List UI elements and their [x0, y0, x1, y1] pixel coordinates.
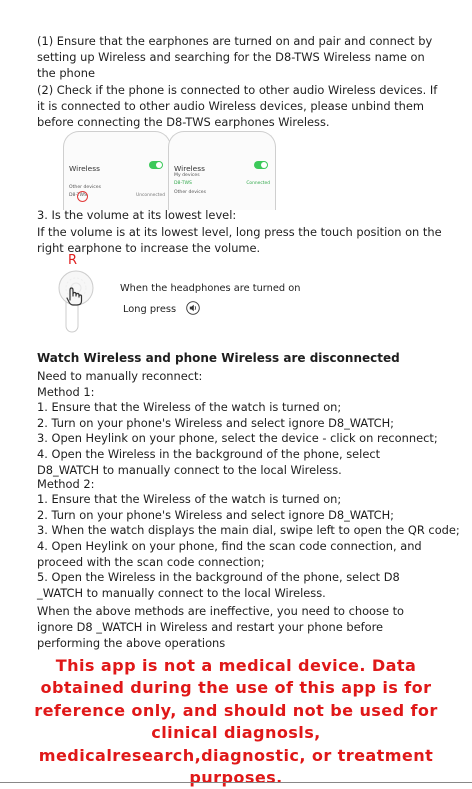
other-devices-label: Other devices	[69, 185, 101, 190]
right-earbud-label: R	[68, 253, 78, 268]
method-2-step: 3. When the watch displays the main dial, swipe left to open the QR code;	[37, 523, 460, 537]
method-2-step: 1. Ensure that the Wireless of the watch is turned on;	[37, 492, 342, 506]
method-2-step: 4. Open Heylink on your phone, find the scan code connection, and proceed with the scan code connection;	[37, 539, 422, 569]
wireless-title: Wireless	[174, 164, 205, 173]
bottom-divider	[0, 782, 472, 783]
phone-mockup-unconnected	[63, 131, 171, 210]
speaker-icon	[186, 301, 200, 315]
device-name: D8-TWS	[69, 193, 87, 198]
watch-intro: Need to manually reconnect:	[37, 369, 203, 383]
toggle-switch-icon	[254, 161, 268, 169]
medical-disclaimer: This app is not a medical device. Data obtained during the use of this app is for reference only, and should not be used for clinical diagnosls, medicalresearch,diagnostic, or treatment purposes.	[34, 656, 438, 788]
method-1-step: 3. Open Heylink on your phone, select the device - click on reconnect;	[37, 431, 438, 445]
method-1-title: Method 1:	[37, 385, 95, 399]
device-status: Connected	[246, 181, 270, 186]
watch-heading: Watch Wireless and phone Wireless are disconnected	[37, 351, 400, 365]
volume-heading: 3. Is the volume at its lowest level:	[37, 208, 237, 222]
wireless-title: Wireless	[69, 164, 100, 173]
method-1-step: 1. Ensure that the Wireless of the watch is turned on;	[37, 400, 342, 414]
long-press-label: Long press	[123, 304, 177, 315]
earbud-illustration	[56, 268, 100, 334]
other-devices-label: Other devices	[174, 190, 206, 195]
method-2-step: 2. Turn on your phone's Wireless and select ignore D8_WATCH;	[37, 508, 394, 522]
method-1-step: 4. Open the Wireless in the background of the phone, select D8_WATCH to manually connect to the local Wireless.	[37, 447, 381, 477]
device-name: D8-TWS	[174, 181, 192, 186]
my-devices-label: My devices	[174, 173, 200, 178]
watch-footer-note: When the above methods are ineffective, you need to choose to ignore D8 _WATCH in Wireless and restart your phone before performing the above operations	[37, 604, 405, 650]
toggle-switch-icon	[149, 161, 163, 169]
highlight-circle	[77, 191, 88, 202]
method-2-step: 5. Open the Wireless in the background of the phone, select D8 _WATCH to manually connect to the local Wireless.	[37, 570, 400, 600]
phone-mockup-connected	[168, 131, 276, 210]
illustration-caption: When the headphones are turned on	[120, 283, 301, 294]
step-2-text: (2) Check if the phone is connected to other audio Wireless devices. If it is connected to other audio Wireless devices, please unbind them before connecting the D8-TWS earphones Wireless.	[37, 83, 438, 129]
step-1-text: (1) Ensure that the earphones are turned on and pair and connect by setting up Wireless and searching for the D8-TWS Wireless name on the phone	[37, 34, 433, 80]
method-2-title: Method 2:	[37, 477, 95, 491]
device-status: Unconnected	[136, 193, 165, 198]
method-1-step: 2. Turn on your phone's Wireless and select ignore D8_WATCH;	[37, 416, 394, 430]
volume-body: If the volume is at its lowest level, long press the touch position on the right earphone to increase the volume.	[37, 225, 442, 255]
